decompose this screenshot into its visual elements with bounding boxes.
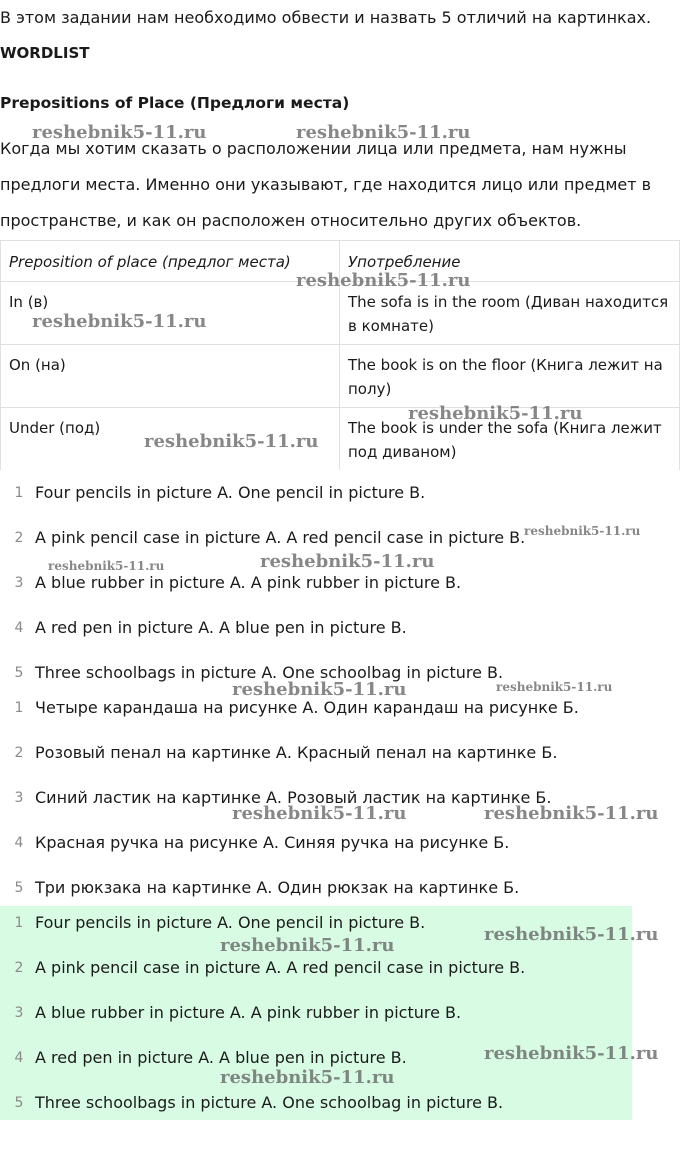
list-item: [0, 957, 680, 1002]
list-number: 4: [14, 1050, 24, 1066]
table-header-cell: Preposition of place (предлог места): [1, 241, 340, 282]
list-number: 1: [14, 915, 24, 931]
watermark: reshebnik5-11.ru: [484, 924, 659, 945]
watermark: reshebnik5-11.ru: [408, 403, 583, 424]
watermark: reshebnik5-11.ru: [32, 122, 207, 143]
english-answer-list: [0, 482, 680, 707]
list-item-text: Три рюкзака на картинке А. Один рюкзак на картинке Б.: [35, 878, 520, 897]
list-item: [0, 832, 680, 877]
list-number: 3: [14, 575, 24, 591]
table-cell: Under (под): [1, 408, 340, 471]
list-number: 2: [14, 530, 24, 546]
list-item-text: Four pencils in picture A. One pencil in picture B.: [35, 483, 426, 502]
list-number: 5: [14, 665, 24, 681]
list-item-text: A red pen in picture A. A blue pen in picture B.: [35, 618, 407, 637]
list-number: 4: [14, 620, 24, 636]
watermark: reshebnik5-11.ru: [296, 122, 471, 143]
list-item-text: A blue rubber in picture A. A pink rubber in picture B.: [35, 573, 462, 592]
watermark: reshebnik5-11.ru: [48, 559, 165, 573]
paragraph-line: Когда мы хотим сказать о расположении лица или предмета, нам нужны: [0, 139, 627, 158]
list-number: 5: [14, 880, 24, 896]
list-number: 3: [14, 1005, 24, 1021]
list-number: 5: [14, 1095, 24, 1111]
list-item-text: Красная ручка на рисунке А. Синяя ручка на рисунке Б.: [35, 833, 510, 852]
list-item-text: A blue rubber in picture A. A pink rubber in picture B.: [35, 1003, 462, 1022]
list-number: 3: [14, 790, 24, 806]
list-item: [0, 742, 680, 787]
watermark: reshebnik5-11.ru: [220, 935, 395, 956]
list-item-text: A pink pencil case in picture A. A red pencil case in picture B.: [35, 958, 526, 977]
paragraph-line: пространстве, и как он расположен относительно других объектов.: [0, 211, 582, 230]
list-number: 1: [14, 485, 24, 501]
list-item: [0, 617, 680, 662]
list-item-text: Four pencils in picture A. One pencil in picture B.: [35, 913, 426, 932]
list-number: 1: [14, 700, 24, 716]
table-cell: The book is on the floor (Книга лежит на полу): [340, 345, 680, 408]
intro-text: В этом задании нам необходимо обвести и назвать 5 отличий на картинках.: [0, 8, 652, 27]
table-row: [1, 345, 680, 408]
list-item-text: A pink pencil case in picture A. A red pencil case in picture B.: [35, 528, 526, 547]
list-item: [0, 572, 680, 617]
list-item: [0, 697, 680, 742]
watermark: reshebnik5-11.ru: [496, 680, 613, 694]
watermark: reshebnik5-11.ru: [260, 551, 435, 572]
table-cell: On (на): [1, 345, 340, 408]
section-title: Prepositions of Place (Предлоги места): [0, 94, 350, 112]
list-number: 4: [14, 835, 24, 851]
watermark: reshebnik5-11.ru: [524, 524, 641, 538]
watermark: reshebnik5-11.ru: [220, 1067, 395, 1088]
list-item: [0, 1002, 680, 1047]
watermark: reshebnik5-11.ru: [232, 803, 407, 824]
watermark: reshebnik5-11.ru: [32, 311, 207, 332]
list-number: 2: [14, 960, 24, 976]
paragraph-line: предлоги места. Именно они указывают, где находится лицо или предмет в: [0, 175, 652, 194]
list-item: [0, 1092, 680, 1137]
table-header-cell: Употребление: [340, 241, 680, 282]
watermark: reshebnik5-11.ru: [484, 1043, 659, 1064]
list-item-text: A red pen in picture A. A blue pen in picture B.: [35, 1048, 407, 1067]
table-cell: In (в): [1, 282, 340, 345]
list-item-text: Синий ластик на картинке А. Розовый ластик на картинке Б.: [35, 788, 552, 807]
list-item-text: Three schoolbags in picture A. One schoolbag in picture B.: [35, 1093, 504, 1112]
watermark: reshebnik5-11.ru: [232, 679, 407, 700]
list-item-text: Четыре карандаша на рисунке А. Один карандаш на рисунке Б.: [35, 698, 579, 717]
watermark: reshebnik5-11.ru: [296, 270, 471, 291]
watermark: reshebnik5-11.ru: [144, 431, 319, 452]
list-item-text: Three schoolbags in picture A. One schoolbag in picture B.: [35, 663, 504, 682]
list-item-text: Розовый пенал на картинке А. Красный пенал на картинке Б.: [35, 743, 558, 762]
wordlist-heading: WORDLIST: [0, 44, 90, 62]
table-cell: The sofa is in the room (Диван находится в комнате): [340, 282, 680, 345]
watermark: reshebnik5-11.ru: [484, 803, 659, 824]
table-cell: The book is under the sofa (Книга лежит под диваном): [340, 408, 680, 471]
list-item: [0, 482, 680, 527]
list-number: 2: [14, 745, 24, 761]
